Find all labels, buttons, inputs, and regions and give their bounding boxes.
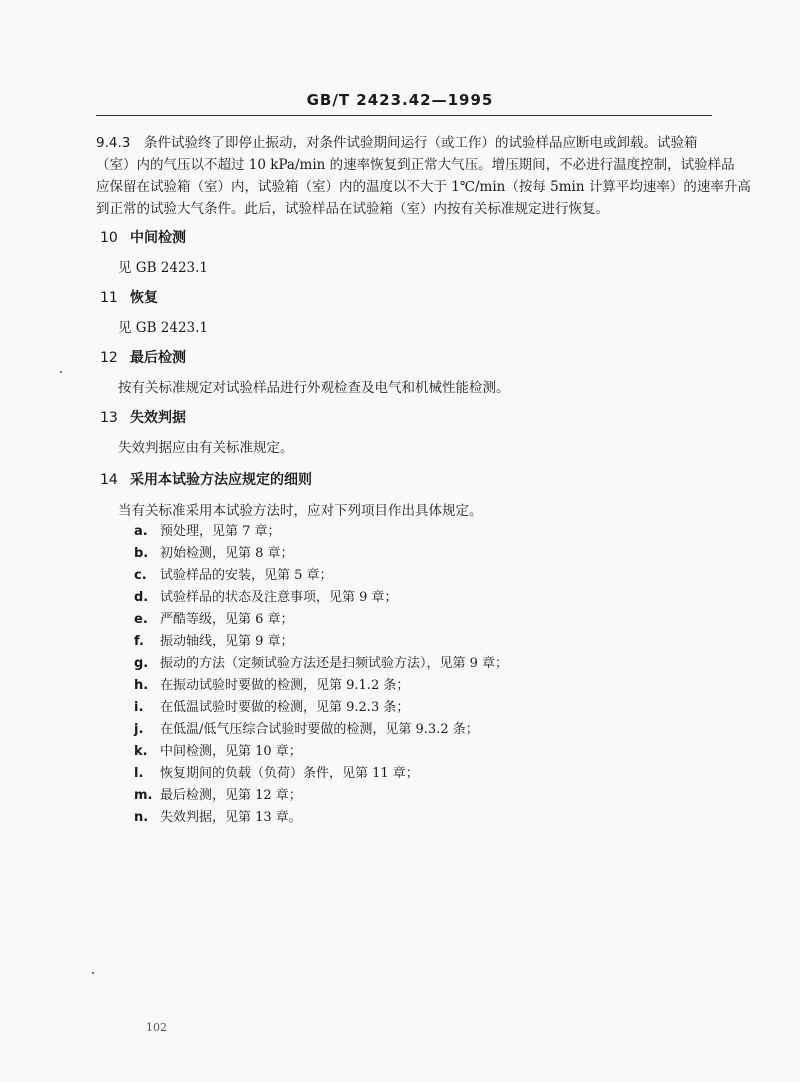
list-item-letter: l. [134, 766, 144, 781]
list-item-text: 初始检测，见第 8 章； [160, 546, 294, 561]
list-item-text: 失效判据，见第 13 章。 [160, 810, 302, 825]
section-title: 最后检测 [130, 350, 186, 366]
section-13-heading [100, 407, 186, 427]
list-item-letter: j. [134, 722, 144, 737]
list-item-text: 恢复期间的负载（负荷）条件，见第 11 章； [160, 766, 419, 781]
list-item [134, 784, 302, 803]
list-item [134, 674, 409, 693]
list-item-text: 在低温试验时要做的检测，见第 9.2.3 条； [160, 700, 410, 715]
list-item [134, 740, 302, 759]
list-item [134, 762, 419, 781]
section-title: 失效判据 [130, 410, 186, 426]
section-11-heading [100, 287, 158, 307]
list-item-letter: d. [134, 590, 149, 605]
list-item-text: 试验样品的安装，见第 5 章； [160, 568, 333, 583]
section-12-heading [100, 347, 186, 367]
clause-9-4-3-line-2: （室）内的气压以不超过 10 kPa/min 的速率恢复到正常大气压。增压期间，不必进行温度控制，试验样品 [96, 157, 735, 173]
section-title: 恢复 [130, 290, 158, 306]
clause-9-4-3-line-4: 到正常的试验大气条件。此后，试验样品在试验箱（室）内按有关标准规定进行恢复。 [96, 201, 609, 217]
list-item-text: 最后检测，见第 12 章； [160, 788, 302, 803]
list-item-letter: k. [134, 744, 148, 759]
list-item-letter: b. [134, 546, 149, 561]
list-item-text: 在振动试验时要做的检测，见第 9.1.2 条； [160, 678, 410, 693]
list-item [134, 696, 409, 715]
section-10-heading [100, 227, 186, 247]
document-header: GB/T 2423.42—1995 [306, 91, 494, 109]
list-item-text: 中间检测，见第 10 章； [160, 744, 302, 759]
list-item-text: 振动轴线，见第 9 章； [160, 634, 294, 649]
list-item [134, 608, 294, 627]
list-item-letter: a. [134, 524, 148, 539]
list-item-letter: m. [134, 788, 153, 803]
list-item-letter: i. [134, 700, 144, 715]
list-item-letter: g. [134, 656, 149, 671]
list-item [134, 586, 398, 605]
section-number: 14 [100, 472, 118, 488]
page-number: 102 [146, 1021, 167, 1034]
section-12-body: 按有关标准规定对试验样品进行外观检查及电气和机械性能检测。 [118, 380, 510, 396]
list-item-letter: f. [134, 634, 144, 649]
section-11-body: 见 GB 2423.1 [118, 320, 209, 336]
section-number: 10 [100, 230, 118, 246]
section-14-heading [100, 469, 312, 489]
section-title: 中间检测 [130, 230, 186, 246]
list-item-text: 预处理，见第 7 章； [160, 524, 281, 539]
list-item-text: 振动的方法（定频试验方法还是扫频试验方法），见第 9 章； [160, 656, 509, 671]
list-item-letter: h. [134, 678, 149, 693]
clause-9-4-3-line-3: 应保留在试验箱（室）内，试验箱（室）内的温度以不大于 1℃/min（按每 5min 计算平均速率）的速率升高 [96, 179, 751, 195]
section-number: 11 [100, 290, 118, 306]
list-item-letter: n. [134, 810, 149, 825]
list-item [134, 520, 281, 539]
header-rule [96, 115, 712, 116]
clause-9-4-3-line-1 [96, 131, 712, 151]
list-item [134, 652, 508, 671]
list-item [134, 806, 302, 825]
list-item-text: 在低温/低气压综合试验时要做的检测，见第 9.3.2 条； [160, 722, 479, 737]
list-item [134, 564, 333, 583]
section-13-body: 失效判据应由有关标准规定。 [118, 440, 294, 456]
section-title: 采用本试验方法应规定的细则 [130, 472, 312, 488]
clause-text: 条件试验终了即停止振动，对条件试验期间运行（或工作）的试验样品应断电或卸载。试验箱 [144, 135, 698, 151]
list-item-letter: e. [134, 612, 148, 627]
scan-speck [60, 371, 62, 373]
list-item [134, 630, 294, 649]
list-item-text: 试验样品的状态及注意事项，见第 9 章； [160, 590, 398, 605]
list-item [134, 718, 479, 737]
section-number: 12 [100, 350, 118, 366]
list-item-letter: c. [134, 568, 147, 583]
list-item-text: 严酷等级，见第 6 章； [160, 612, 294, 627]
section-10-body: 见 GB 2423.1 [118, 260, 209, 276]
section-number: 13 [100, 410, 118, 426]
clause-number: 9.4.3 [96, 135, 131, 151]
list-item [134, 542, 294, 561]
section-14-body: 当有关标准采用本试验方法时，应对下列项目作出具体规定。 [118, 503, 483, 519]
scan-speck [92, 972, 94, 974]
